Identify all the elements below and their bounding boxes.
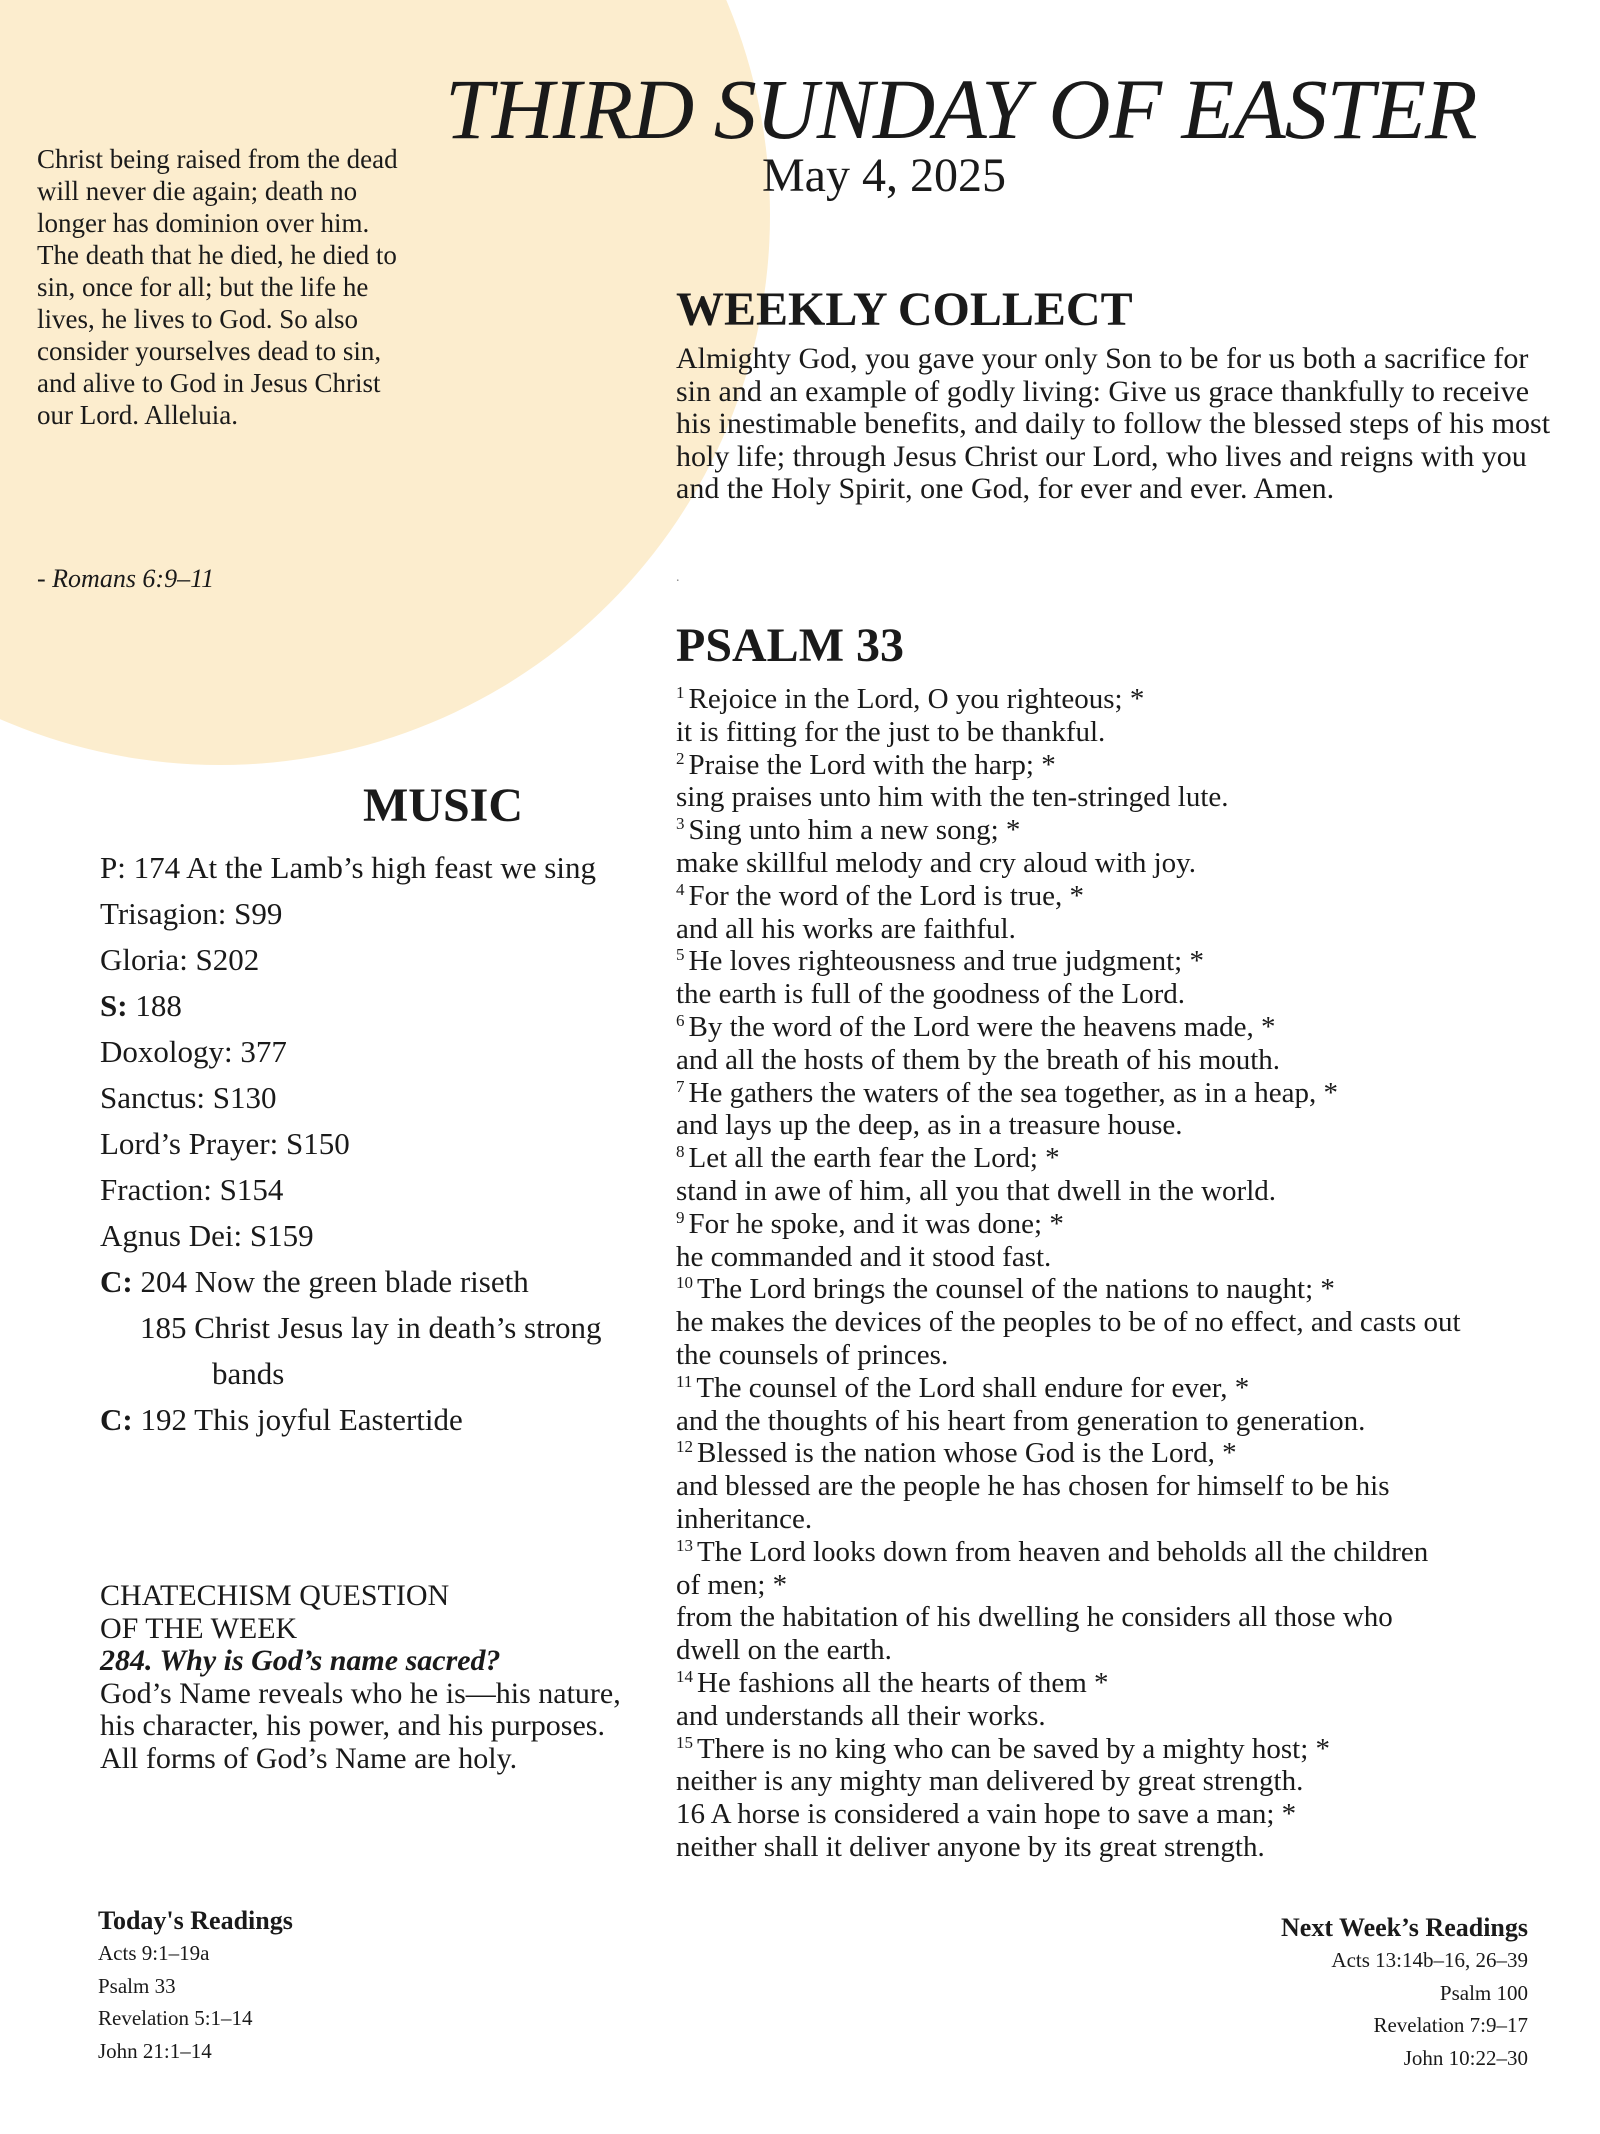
music-item [100,1075,640,1121]
psalm-line [676,1765,1556,1798]
music-item-text: Gloria: S202 [100,942,260,977]
psalm-line-text: from the habitation of his dwelling he considers all those who [676,1601,1393,1634]
verse-number: 6 [676,1010,685,1030]
psalm-line-text: the earth is full of the goodness of the Lord. [676,978,1185,1011]
catechism-answer: God’s Name reveals who he is—his nature, his character, his power, and his purposes. All forms of God’s Name are holy. [100,1676,621,1775]
psalm-line-text: For the word of the Lord is true, * [688,879,1084,912]
psalm-line-text: Sing unto him a new song; * [688,814,1021,847]
psalm-line [676,1405,1556,1438]
psalm-line [676,1470,1556,1503]
verse-number: 7 [676,1076,685,1096]
music-item-text: Doxology: 377 [100,1034,287,1069]
psalm-line [676,1634,1556,1667]
verse-number: 5 [676,945,685,965]
psalm-heading: PSALM 33 [676,619,904,672]
music-item [100,1351,640,1397]
psalm-line-text: of men; * [676,1568,788,1601]
music-item [100,1213,640,1259]
psalm-text [676,683,1556,1864]
music-item [100,1121,640,1167]
psalm-line [676,880,1556,913]
reading-item: Acts 9:1–19a [98,1941,210,1965]
reading-item: Psalm 33 [98,1973,176,1998]
psalm-line-text: sing praises unto him with the ten-stringed lute. [676,781,1229,814]
verse-number: 11 [676,1371,693,1391]
psalm-line [676,1569,1556,1602]
psalm-line-text: The counsel of the Lord shall endure for ever, * [696,1371,1250,1404]
psalm-line-text: and all his works are faithful. [676,912,1016,945]
music-item [100,1259,640,1305]
psalm-line [676,1667,1556,1700]
psalm-line [676,1700,1556,1733]
music-heading: MUSIC [363,779,524,832]
music-item-text: 192 This joyful Eastertide [140,1402,463,1437]
music-item-text: Lord’s Prayer: S150 [100,1126,350,1161]
opening-sentence-citation: - Romans 6:9–11 [37,564,215,593]
psalm-line-text: For he spoke, and it was done; * [688,1207,1064,1240]
verse-number: 3 [676,814,685,834]
catechism-heading-line2: OF THE WEEK [100,1611,298,1645]
psalm-line [676,781,1556,814]
psalm-line [676,749,1556,782]
music-list [100,845,640,1443]
psalm-line-text: He gathers the waters of the sea together, as in a heap, * [688,1076,1338,1109]
psalm-line [676,1011,1556,1044]
psalm-line [676,1798,1556,1831]
collect-heading: WEEKLY COLLECT [676,283,1133,336]
music-item-text: 188 [135,988,182,1023]
psalm-line-text: 16 A horse is considered a vain hope to save a man; * [676,1798,1297,1831]
music-item-text: Trisagion: S99 [100,896,283,931]
music-item [100,983,640,1029]
music-item [100,937,640,983]
psalm-line-text: Let all the earth fear the Lord; * [688,1142,1060,1175]
music-item-text: Agnus Dei: S159 [100,1218,314,1253]
opening-sentence: Christ being raised from the dead will never die again; death no longer has dominion over him. The death that he died, he died to sin, once for all; but the life he lives, he lives to God. So also consider yourselves dead to sin, and alive to God in Jesus Christ our Lord. Alleluia. [37,144,398,430]
psalm-line [676,978,1556,1011]
psalm-line [676,913,1556,946]
music-item [100,891,640,937]
reading-item: Revelation 5:1–14 [98,2006,253,2030]
psalm-line-text: By the word of the Lord were the heavens made, * [688,1010,1276,1043]
music-item-label: S: [100,988,128,1023]
psalm-line [676,1733,1556,1766]
psalm-line [676,1208,1556,1241]
next-weeks-readings [1281,1912,1528,2074]
psalm-line-text: Rejoice in the Lord, O you righteous; * [688,683,1145,715]
psalm-line [676,814,1556,847]
music-item-text: Sanctus: S130 [100,1080,277,1115]
psalm-line [676,945,1556,978]
music-item-text: bands [212,1356,285,1391]
psalm-line [676,1306,1556,1339]
psalm-line [676,1109,1556,1142]
psalm-line [676,683,1556,716]
psalm-line [676,847,1556,880]
psalm-line [676,1241,1556,1274]
music-item [100,1029,640,1075]
next-readings-heading: Next Week’s Readings [1281,1913,1528,1942]
psalm-line-text: Praise the Lord with the harp; * [688,748,1056,781]
verse-number: 14 [676,1666,693,1686]
verse-number: 4 [676,879,685,899]
psalm-line-text: it is fitting for the just to be thankful. [676,715,1106,748]
reading-item: John 10:22–30 [1403,2045,1528,2070]
verse-number: 15 [676,1732,693,1752]
psalm-line-text: dwell on the earth. [676,1634,892,1667]
psalm-line-text: the counsels of princes. [676,1338,949,1371]
reading-item: Revelation 7:9–17 [1373,2013,1528,2037]
psalm-line-text: inheritance. [676,1502,813,1535]
music-item-label: C: [100,1402,133,1437]
psalm-line-text: neither shall it deliver anyone by its great strength. [676,1830,1265,1863]
reading-item: Acts 13:14b–16, 26–39 [1331,1948,1528,1972]
psalm-line-text: neither is any mighty man delivered by great strength. [676,1765,1304,1798]
music-item [100,1305,640,1351]
psalm-line-text: The Lord brings the counsel of the nations to naught; * [697,1273,1335,1306]
psalm-line [676,1077,1556,1110]
psalm-line-text: and understands all their works. [676,1699,1046,1732]
separator-dot: . [676,570,680,585]
page-title: THIRD SUNDAY OF EASTER [445,61,1477,157]
psalm-line [676,1142,1556,1175]
music-item-text: Fraction: S154 [100,1172,284,1207]
reading-item: John 21:1–14 [98,2038,212,2063]
psalm-line-text: he commanded and it stood fast. [676,1240,1052,1273]
psalm-line [676,1339,1556,1372]
todays-readings-heading: Today's Readings [98,1906,293,1935]
psalm-line [676,1437,1556,1470]
psalm-line-text: The Lord looks down from heaven and beholds all the children [697,1535,1429,1568]
music-item-text: 185 Christ Jesus lay in death’s strong [140,1310,602,1345]
psalm-line [676,1372,1556,1405]
psalm-line-text: and lays up the deep, as in a treasure house. [676,1109,1183,1142]
psalm-line-text: make skillful melody and cry aloud with joy. [676,846,1197,879]
psalm-line-text: He loves righteousness and true judgment; * [688,945,1204,978]
verse-number: 12 [676,1437,693,1457]
psalm-line [676,1831,1556,1864]
psalm-line-text: he makes the devices of the peoples to be of no effect, and casts out [676,1306,1461,1339]
verse-number: 9 [676,1207,685,1227]
psalm-line-text: and all the hosts of them by the breath of his mouth. [676,1043,1281,1076]
music-item-text: 204 Now the green blade riseth [140,1264,529,1299]
psalm-line [676,1601,1556,1634]
catechism-question: 284. Why is God’s name sacred? [100,1644,501,1677]
catechism-heading-line1: CHATECHISM QUESTION [100,1579,450,1612]
verse-number: 2 [676,748,685,768]
service-date: May 4, 2025 [762,149,1006,202]
catechism-section [100,1580,630,1775]
psalm-line [676,1536,1556,1569]
psalm-line-text: Blessed is the nation whose God is the Lord, * [697,1437,1237,1470]
reading-item: Psalm 100 [1439,1980,1528,2005]
psalm-line [676,1044,1556,1077]
verse-number: 10 [676,1273,693,1293]
psalm-line-text: stand in awe of him, all you that dwell in the world. [676,1174,1277,1207]
music-item-label: P: [100,850,126,885]
todays-readings [98,1905,293,2067]
psalm-line-text: and blessed are the people he has chosen for himself to be his [676,1470,1390,1503]
verse-number: 1 [676,683,685,702]
psalm-line-text: There is no king who can be saved by a mighty host; * [697,1732,1331,1765]
psalm-line-text: and the thoughts of his heart from generation to generation. [676,1404,1366,1437]
psalm-line [676,1273,1556,1306]
psalm-line [676,1175,1556,1208]
psalm-line [676,1503,1556,1536]
verse-number: 13 [676,1535,693,1555]
collect-text: Almighty God, you gave your only Son to be for us both a sacrifice for sin and an example of godly living: Give us grace thankfully to receive his inestimable benefits, and daily to follow the blessed steps of his most holy life; through Jesus Christ our Lord, who lives and reigns with you and the Holy Spirit, one God, for ever and ever. Amen. [676,342,1551,505]
psalm-line [676,716,1556,749]
music-item-text: 174 At the Lamb’s high feast we sing [133,850,596,885]
music-item [100,1167,640,1213]
psalm-line-text: He fashions all the hearts of them * [697,1666,1109,1699]
music-item-label: C: [100,1264,133,1299]
music-item [100,1397,640,1443]
music-item [100,845,640,891]
verse-number: 8 [676,1142,685,1162]
